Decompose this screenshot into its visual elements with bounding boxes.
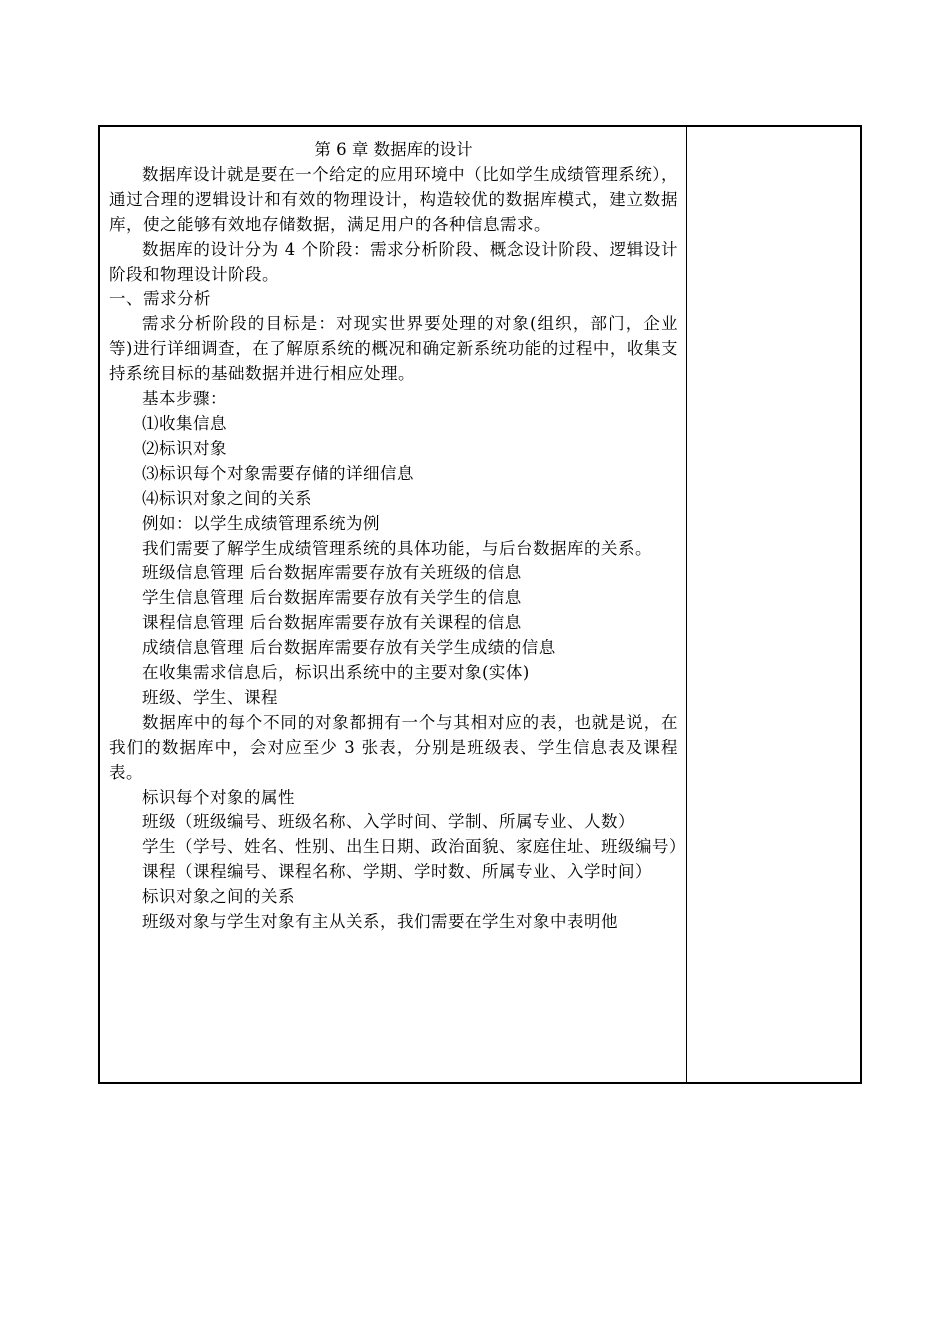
section-heading: 一、需求分析: [109, 289, 211, 309]
paragraph: 在收集需求信息后，标识出系统中的主要对象(实体): [142, 663, 530, 683]
paragraph: 学生信息管理 后台数据库需要存放有关学生的信息: [142, 588, 522, 608]
notes-cell: [687, 127, 860, 1082]
paragraph: 学生（学号、姓名、性别、出生日期、政治面貌、家庭住址、班级编号）: [142, 837, 686, 857]
paragraph: 标识每个对象的属性: [142, 787, 295, 807]
paragraph: ⑴收集信息: [142, 413, 227, 433]
document-table: [98, 125, 862, 1084]
paragraph: 标识对象之间的关系: [142, 887, 295, 907]
paragraph: 数据库中的每个不同的对象都拥有一个与其相对应的表，也就是说，在我们的数据库中，会对应至少 3 张表，分别是班级表、学生信息表及课程表。: [109, 712, 678, 782]
paragraph: 数据库设计就是要在一个给定的应用环境中（比如学生成绩管理系统），通过合理的逻辑设计和有效的物理设计，构造较优的数据库模式，建立数据库，使之能够有效地存储数据，满足用户的各种信息需求。: [109, 164, 678, 234]
chapter-title: 第 6 章 数据库的设计: [314, 140, 473, 159]
paragraph: 需求分析阶段的目标是：对现实世界要处理的对象(组织，部门，企业等)进行详细调查，在了解原系统的概况和确定新系统功能的过程中，收集支持系统目标的基础数据并进行相应处理。: [109, 314, 678, 384]
paragraph: 例如：以学生成绩管理系统为例: [142, 513, 380, 533]
paragraph: ⑵标识对象: [142, 438, 227, 458]
paragraph: 课程信息管理 后台数据库需要存放有关课程的信息: [142, 613, 522, 633]
paragraph: 基本步骤：: [142, 389, 227, 409]
body-text: [109, 163, 686, 935]
paragraph: 数据库的设计分为 4 个阶段：需求分析阶段、概念设计阶段、逻辑设计阶段和物理设计阶段。: [109, 239, 678, 284]
paragraph: ⑶标识每个对象需要存储的详细信息: [142, 463, 414, 483]
paragraph: 班级、学生、课程: [142, 687, 278, 707]
paragraph: ⑷标识对象之间的关系: [142, 488, 312, 508]
paragraph: 班级信息管理 后台数据库需要存放有关班级的信息: [142, 563, 522, 583]
paragraph: 班级（班级编号、班级名称、入学时间、学制、所属专业、人数）: [142, 812, 635, 832]
paragraph: 课程（课程编号、课程名称、学期、学时数、所属专业、入学时间）: [142, 862, 652, 882]
paragraph: 班级对象与学生对象有主从关系，我们需要在学生对象中表明他: [142, 912, 618, 932]
paragraph: 成绩信息管理 后台数据库需要存放有关学生成绩的信息: [142, 638, 556, 658]
paragraph: 我们需要了解学生成绩管理系统的具体功能，与后台数据库的关系。: [142, 538, 652, 558]
content-cell: [100, 127, 687, 1082]
